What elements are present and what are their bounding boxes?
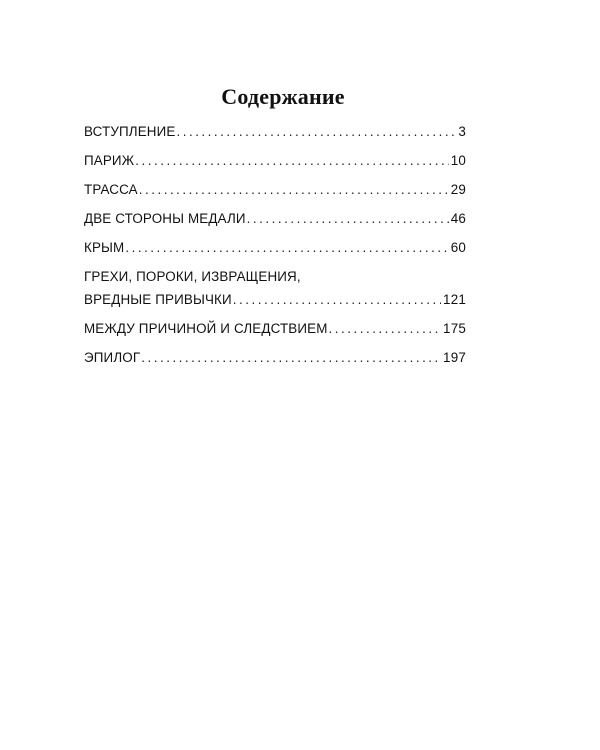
toc-entry-page-number: 197 xyxy=(443,350,466,365)
toc-line xyxy=(84,240,466,256)
toc-entry-introduction xyxy=(84,124,466,140)
dot-leader xyxy=(135,153,448,169)
dot-leader xyxy=(247,211,449,227)
toc-entry-label: ЭПИЛОГ xyxy=(84,350,141,365)
toc-line xyxy=(84,292,466,308)
dot-leader xyxy=(233,292,441,308)
dot-leader xyxy=(139,182,449,198)
dot-leader xyxy=(329,321,442,337)
toc-entry-page-number: 29 xyxy=(450,182,466,197)
toc-entry-label: ПАРИЖ xyxy=(84,153,135,168)
toc-line xyxy=(84,350,466,366)
toc-entry-paris xyxy=(84,153,466,169)
toc-entry-page-number: 3 xyxy=(458,124,466,139)
toc-entry-crimea xyxy=(84,240,466,256)
toc-entry-label: ДВЕ СТОРОНЫ МЕДАЛИ xyxy=(84,211,246,226)
toc-line xyxy=(84,182,466,198)
toc-entry-epilogue xyxy=(84,350,466,366)
toc-entry-label: ВРЕДНЫЕ ПРИВЫЧКИ xyxy=(84,292,232,307)
toc-line xyxy=(84,321,466,337)
toc-entry-label: КРЫМ xyxy=(84,240,125,255)
dot-leader xyxy=(125,240,448,256)
toc-entry-label: ТРАССА xyxy=(84,182,138,197)
toc-entry-page-number: 121 xyxy=(443,292,466,307)
toc-entry-label: МЕЖДУ ПРИЧИНОЙ И СЛЕДСТВИЕМ xyxy=(84,321,328,336)
toc-entry-two-sides xyxy=(84,211,466,227)
dot-leader xyxy=(141,350,441,366)
dot-leader xyxy=(176,124,456,140)
toc-entry-label-first-line: ГРЕХИ, ПОРОКИ, ИЗВРАЩЕНИЯ, xyxy=(84,269,301,284)
toc-entry-cause-effect xyxy=(84,321,466,337)
toc-title: Содержание xyxy=(221,84,345,109)
toc-line xyxy=(84,153,466,169)
toc-line xyxy=(84,124,466,140)
toc-entry-label: ВСТУПЛЕНИЕ xyxy=(84,124,176,139)
toc-entry-page-number: 60 xyxy=(450,240,466,255)
toc-entry-sins xyxy=(84,269,466,308)
toc-entry-page-number: 46 xyxy=(450,211,466,226)
toc-entry-route xyxy=(84,182,466,198)
toc-entry-page-number: 10 xyxy=(450,153,466,168)
toc-list xyxy=(84,124,466,379)
toc-line xyxy=(84,211,466,227)
toc-entry-page-number: 175 xyxy=(443,321,466,336)
